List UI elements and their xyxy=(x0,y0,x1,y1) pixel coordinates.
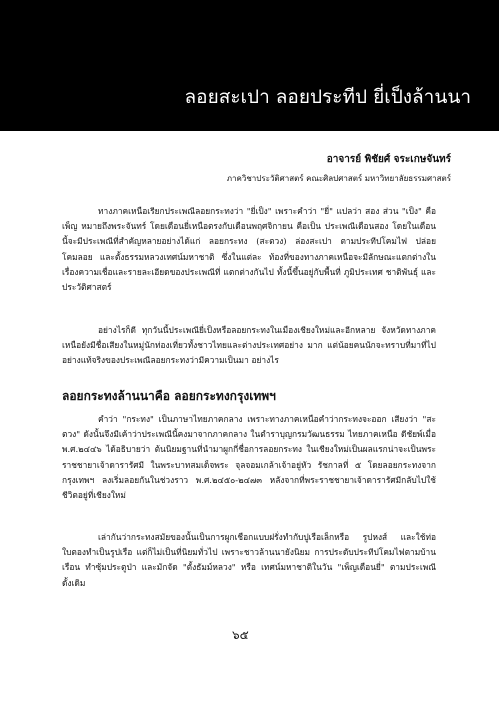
paragraph-text: คำว่า "กระทง" เป็นภาษาไทยภาคกลาง เพราะทางภาคเหนือคำว่ากระทงจะออก เสียงว่า "สะตวง" ดังนั้นจึงมีเค้าว่าประเพณีนี้คงมาจากภาคกลาง ในตำราบุญกรมวัฒนธรรม ไทยภาคเหนือ ดีชัยพ์เมื่อ พ.ศ.๒๔๔๖ ได้อธิบายว่า ต้นนิยมฐานที่นำมาผูกกี่ชื่อการลอยกระทง ในเชียงใหม่เป็นผลแรกน่าจะเป็นพระราชชายาเจ้าดารารัศมี ในพระบาทสมเด็จพระ จุลจอมเกล้าเจ้าอยู่หัว รัชกาลที่ ๕ โดยลอยกระทงจากกรุงเทพฯ ลงเริ่มลอยกันในช่วงราว พ.ศ.๒๔๕๐-๒๔๗๓ หลังจากที่พระราชชายาเจ้าดารารัศมีกลับไปใช้ชีวิตอยู่ที่เชียงใหม่ xyxy=(62,414,436,501)
paragraph-text: ทางภาคเหนือเรียกประเพณีลอยกระทงว่า "ยี่เป็ง" เพราะคำว่า "ยี่" แปลว่า สอง ส่วน "เป็ง" คือเพ็ญ หมายถึงพระจันทร์ โดยเดือนยี่เหนือตรงกับเดือนพฤศจิกายน คือเป็น ประเพณีเดือนสอง โดยในเดือนนี้จะมีประเพณีที่สำคัญหลายอย่างได้แก่ ลอยกระทง (สะตวง) ล่องสะเปา ตามประทีปโคมไฟ ปล่อยโคมลอย และตั้งธรรมหลวงเทศน์มหาชาติ ซึ่งในแต่ละ ท้องที่ของทางภาคเหนือจะมีลักษณะแตกต่างในเรื่องความเชื่อและรายละเอียดของประเพณีที่ แตกต่างกันไป ทั้งนี้ขึ้นอยู่กับพื้นที่ ภูมิประเทศ ชาติพันธุ์ และประวัติศาสตร์ xyxy=(62,206,436,293)
author-name: อาจารย์ พิชัยศ์ จระเกษจันทร์ xyxy=(326,154,451,165)
section-heading: ลอยกระทงล้านนาคือ ลอยกระทงกรุงเทพฯ xyxy=(62,389,276,403)
paragraph-fourth xyxy=(62,530,436,591)
paragraph-second xyxy=(62,323,436,369)
page-number: ๖๕ xyxy=(232,628,249,642)
article-title: ลอยสะเปา ลอยประทีป ยี่เป็งล้านนา xyxy=(184,86,471,108)
paragraph-third xyxy=(62,412,436,503)
paragraph-text: อย่างไรก็ดี ทุกวันนี้ประเพณียี่เป็งหรือลอยกระทงในเมืองเชียงใหม่และอีกหลาย จังหวัดทางภาคเหนือยังมีชื่อเสียงในหมู่นักท่องเที่ยวทั้งชาวไทยและต่างประเทศอย่าง มาก แต่น้อยคนนักจะทราบที่มาที่ไปอย่างแท้จริงของประเพณีลอยกระทงว่ามีความเป็นมา อย่างไร xyxy=(62,325,436,366)
paragraph-text: เล่ากันว่ากระทงสมัยของนั้นเป็นการผูกเชือกแบบฝรั่งทำกับปูเรือเล็กหรือ รูปหงส์ และใช้ท่อใบตองทำเป็นรูปเรือ แต่ก็ไม่เป็นที่นิยมทั่วไป เพราะชาวล้านนายังนิยม การประดับประทีปโคมไฟตามบ้านเรือน ทำซุ้มประตูป่า และมักจัด "ตั้งธัมม์หลวง" หรือ เทศน์มหาชาติในวัน "เพ็ญเดือนยี่" ตามประเพณีดั้งเดิม xyxy=(62,532,436,588)
title-banner xyxy=(0,0,499,131)
author-affiliation: ภาควิชาประวัติศาสตร์ คณะศิลปศาสตร์ มหาวิทยาลัยธรรมศาสตร์ xyxy=(226,174,451,183)
paragraph-intro xyxy=(62,204,436,295)
